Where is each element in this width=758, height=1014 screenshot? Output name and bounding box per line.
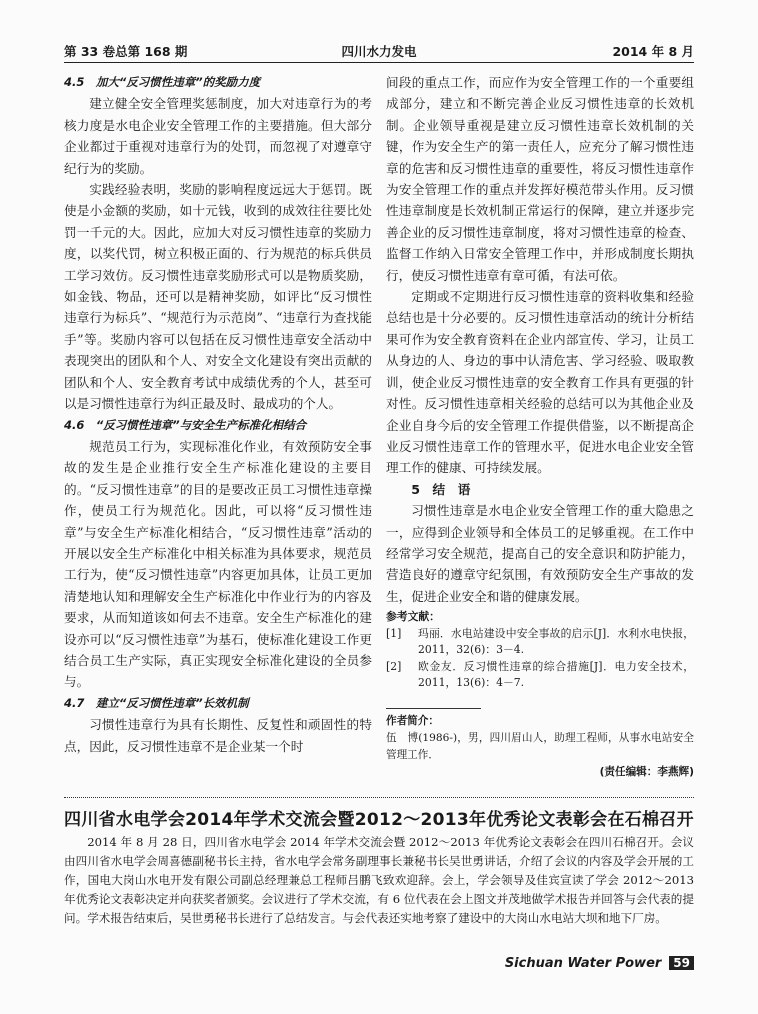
reference-number: [1] [386,626,402,640]
section-5-heading: 5 结 语 [411,481,471,497]
right-column [386,72,694,781]
section-5-para-1: 习惯性违章是水电企业安全管理工作的重大隐患之一，应得到企业领导和全体员工的足够重视。在工作中经常学习安全规范，提高自己的安全意识和防护能力，营造良好的遵章守纪氛围，有效预防安全生产事故的发生，促进企业安全和谐的健康发展。 [386,503,694,604]
section-4-7-para-1: 习惯性违章行为具有长期性、反复性和顽固性的特点，因此，反习惯性违章不是企业某一个时 [64,717,372,754]
author-rule [386,708,481,709]
reference-text: 玛丽．水电站建设中安全事故的启示[J]．水利水电快报，2011，32(6)：3－4. [418,626,694,657]
header-rule [64,62,694,63]
section-4-6-heading: 4.6 “反习惯性违章”与安全生产标准化相结合 [64,417,307,432]
header-date: 2014 年 8 月 [612,44,694,59]
author-info [386,713,694,781]
references-title: 参考文献： [386,610,440,624]
section-4-5-para-2: 实践经验表明，奖励的影响程度远远大于惩罚。既使是小金额的奖励，如十元钱，收到的成效往往要比处罚一千元的大。因此，应加大对反习惯性违章的奖励力度，以奖代罚，树立积极正面的、行为规范的标兵供员工学习效仿。反习惯性违章奖励形式可以是物质奖励，如金钱、物品，还可以是精神奖励，如评比“反习惯性违章行为标兵”、“规范行为示范岗”、“违章行为查找能手”等。奖励内容可以包括在反习惯性违章安全活动中表现突出的团队和个人、对安全文化建设有突出贡献的团队和个人、安全教育考试中成绩优秀的个人，甚至可以是习惯性违章行为纠正最及时、最成功的个人。 [64,182,372,412]
header-volume: 第 33 卷总第 168 期 [64,44,188,59]
page-number: 59 [669,956,694,970]
reference-item [386,626,694,659]
left-column [64,72,372,757]
author-title: 作者简介： [386,714,439,727]
reference-text: 欧金友．反习惯性违章的综合措施[J]．电力安全技术，2011，13(6)：4－7. [418,659,694,690]
footer [505,956,694,971]
section-4-5-para-1: 建立健全安全管理奖惩制度，加大对违章行为的考核力度是水电企业安全管理工作的主要措施。但大部分企业都过于重视对违章行为的处罚，而忽视了对遵章守纪行为的奖励。 [64,96,372,176]
right-para-1: 间段的重点工作，而应作为安全管理工作的一个重要组成部分，建立和不断完善企业反习惯性违章的长效机制。企业领导重视是建立反习惯性违章长效机制的关键，作为安全生产的第一责任人，应充分了解习惯性违章的危害和反习惯性违章的重要性，将反习惯性违章作为安全管理工作的重点并发挥好模范带头作用。反习惯性违章制度是长效机制正常运行的保障，建立并逐步完善企业的反习惯性违章制度，将对习惯性违章的检查、监督工作纳入日常安全管理工作中，并形成制度长期执行，使反习惯性违章有章可循，有法可依。 [386,75,694,283]
author-text: 伍 博(1986-)，男，四川眉山人，助理工程师，从事水电站安全管理工作． [386,731,694,761]
dotted-separator [64,797,694,798]
footer-journal: Sichuan Water Power [504,956,662,971]
news-paragraph: 2014 年 8 月 28 日，四川省水电学会 2014 年学术交流会暨 2012～2013 年优秀论文表彰会在四川石棉召开。会议由四川省水电学会周喜德副秘书长主持，省水电学会常务副理事长兼秘书长吴世勇讲话，介绍了会议的内容及学会开展的工作，国电大岗山水电开发有限公司副总经理兼总工程师吕鹏飞致欢迎辞。会上，学会领导及佳宾宣读了学会 2012～2013 年优秀论文表彰决定并向获奖者颁奖。会议进行了学术交流，有 6 位代表在会上图文并茂地做学术报告并回答与会代表的提问。学术报告结束后，吴世勇秘书长进行了总结发言。与会代表还实地考察了建设中的大岗山水电站大坝和地下厂房。 [64,835,694,925]
reference-item [386,659,694,692]
news-headline: 四川省水电学会2014年学术交流会暨2012～2013年优秀论文表彰会在石棉召开 [64,810,694,830]
right-para-2: 定期或不定期进行反习惯性违章的资料收集和经验总结也是十分必要的。反习惯性违章活动的统计分析结果可作为安全教育资料在企业内部宣传、学习，让员工从身边的人、身边的事中认清危害、学习经验、吸取教训，使企业反习惯性违章的安全教育工作具有更强的针对性。反习惯性违章相关经验的总结可以为其他企业及企业自身今后的安全管理工作提供借鉴，以不断提高企业反习惯性违章工作的管理水平，促进水电企业安全管理工作的健康、可持续发展。 [386,289,694,476]
running-header [64,40,694,60]
editor-note: (责任编辑：李燕辉) [599,765,694,778]
references [386,609,694,692]
section-4-6-para-1: 规范员工行为，实现标准化作业，有效预防安全事故的发生是企业推行安全生产标准化建设的主要目的。“反习惯性违章”的目的是要改正员工习惯性违章操作，使员工行为规范化。因此，可以将“反习惯性违章”与安全生产标准化相结合，“反习惯性违章”活动的开展以安全生产标准化中相关标准为具体要求，规范员工行为，使“反习惯性违章”内容更加具体，让员工更加清楚地认知和理解安全生产标准化中作业行为的内容及要求，从而知道该如何去不违章。安全生产标准化的建设亦可以“反习惯性违章”为基石，使标准化建设工作更结合员工生产实际，真正实现安全标准化建设的全员参与。 [64,438,372,690]
section-4-7-heading: 4.7 建立“反习惯性违章”长效机制 [64,695,249,710]
section-4-5-heading: 4.5 加大“反习惯性违章”的奖励力度 [64,75,261,89]
reference-number: [2] [386,659,402,673]
news-body [64,833,694,928]
header-journal-name: 四川水力发电 [341,44,417,59]
